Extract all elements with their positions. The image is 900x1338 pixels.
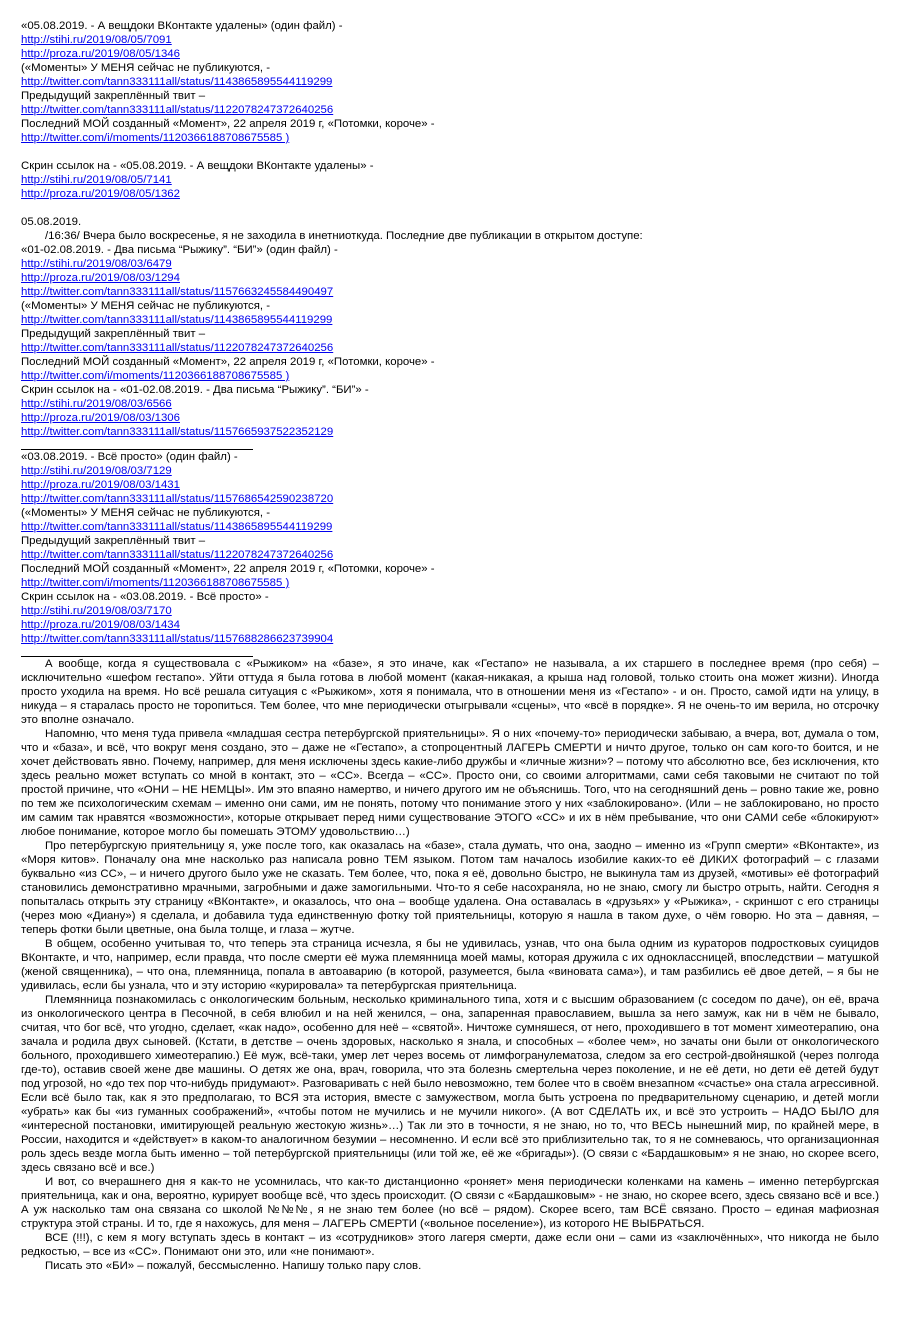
twitter-link[interactable]: http://twitter.com/tann333111all/status/1157665937522352129: [21, 426, 334, 438]
stihi-link[interactable]: http://stihi.ru/2019/08/03/6566: [21, 398, 172, 410]
twitter-link[interactable]: http://twitter.com/tann333111all/status/1143865895544119299: [21, 76, 333, 88]
pinned-tweet-label: Предыдущий закреплённый твит –: [21, 90, 206, 102]
post-title-line: «01-02.08.2019. - Два письма “Рыжику”. “БИ”» (один файл) -: [21, 244, 338, 256]
twitter-link[interactable]: http://twitter.com/tann333111all/status/1122078247372640256: [21, 104, 334, 116]
paragraph: Писать это «БИ» – пожалуй, бессмысленно. Напишу только пару слов.: [45, 1260, 422, 1272]
screenshot-links-label: Скрин ссылок на - «01-02.08.2019. - Два письма “Рыжику”. “БИ”» -: [21, 384, 369, 396]
body-text: [21, 657, 879, 1273]
pinned-tweet-label: Предыдущий закреплённый твит –: [21, 535, 206, 547]
link-block-4: [21, 450, 879, 646]
proza-link[interactable]: http://proza.ru/2019/08/03/1431: [21, 479, 180, 491]
paragraph: И вот, со вчерашнего дня я как-то не усомнилась, что как-то дистанционно «роняет» меня периодически коленками на камень – именно петербургская приятельница, как и она, вероятно, курирует вообще всё, что здесь происходит. (О связи с «Бардашковым» - не знаю, но скорее всего, здесь связано всё и все.) А уж насколько там она связана со школой №№№, я не знаю тем более (но всё – рядом). Скорее всего, там ВСЁ связано. Просто – единая мафиозная структура этой страны. И то, где я нахожусь, для меня – ЛАГЕРЬ СМЕРТИ («вольное поселение»), из которого НЕ ВЫБРАТЬСЯ.: [21, 1176, 879, 1230]
link-block-2: [21, 159, 879, 201]
twitter-link[interactable]: http://twitter.com/tann333111all/status/1143865895544119299: [21, 521, 333, 533]
moments-note: («Моменты» У МЕНЯ сейчас не публикуются, -: [21, 507, 271, 519]
proza-link[interactable]: http://proza.ru/2019/08/03/1306: [21, 412, 180, 424]
moment-link[interactable]: http://twitter.com/i/moments/1120366188708675585 ): [21, 370, 290, 382]
link-block-3: [21, 243, 879, 439]
screenshot-links-label: Скрин ссылок на - «03.08.2019. - Всё просто» -: [21, 591, 269, 603]
paragraph: Про петербургскую приятельницу я, уже после того, как оказалась на «базе», стала думать, что она, заодно – именно из «Групп смерти» «ВКонтакте», из «Моря китов». Поначалу она мне насколько раз написала ровно ТЕМ языком. Потом там началось изобилие каких-то её ДИКИХ фотографий – с глазами буквально «из СС», – и ничего другого было уже не сказать. Тем более, что, пока я её, довольно быстро, не выкинула там из друзей, «мотивы» её фотографий становились демонстративно мрачными, загробными и даже замогильными. Что-то я себе насохраняла, но не знаю, смогу ли быстро отрыть, найти. Сегодня я попыталась открыть эту страницу «ВКонтакте», и оказалось, что она – вообще удалена. Она оставалась в «друзьях» у «Рыжика», - скриншот с его страницы (через мою «Диану») я сделала, и добавила туда единственную фотку той приятельницы, которую я нашла в таком духе, о чём говорю. Но эта – давняя, – теперь фотки были цветные, она была толще, и глаза – жутче.: [21, 840, 879, 936]
twitter-link[interactable]: http://twitter.com/tann333111all/status/1157663245584490497: [21, 286, 334, 298]
stihi-link[interactable]: http://stihi.ru/2019/08/05/7141: [21, 174, 172, 186]
twitter-link[interactable]: http://twitter.com/tann333111all/status/1122078247372640256: [21, 549, 334, 561]
twitter-link[interactable]: http://twitter.com/tann333111all/status/1157688286623739904: [21, 633, 334, 645]
post-title-line: «03.08.2019. - Всё просто» (один файл) -: [21, 451, 238, 463]
paragraph: В общем, особенно учитывая то, что теперь эта страница исчезла, я бы не удивилась, узнав, что она была одним из кураторов подростковых суицидов ВКонтакте, и что, например, если правда, что после смерти её мужа племянница моей мамы, которая дружила с их одноклассницей, впоследствии – матушкой (женой священника), – что она, племянница, попала в автоаварию (в которой, разумеется, была «виновата сама»), и там разбились её двое детей, – я бы не удивилась, если бы узнала, что и эту историю «курировала» та петербургская приятельница.: [21, 938, 879, 992]
stihi-link[interactable]: http://stihi.ru/2019/08/03/7129: [21, 465, 172, 477]
last-moment-label: Последний МОЙ созданный «Момент», 22 апреля 2019 г, «Потомки, короче» -: [21, 563, 435, 575]
proza-link[interactable]: http://proza.ru/2019/08/03/1294: [21, 272, 180, 284]
proza-link[interactable]: http://proza.ru/2019/08/03/1434: [21, 619, 180, 631]
moments-note: («Моменты» У МЕНЯ сейчас не публикуются, -: [21, 62, 271, 74]
moment-link[interactable]: http://twitter.com/i/moments/1120366188708675585 ): [21, 132, 290, 144]
twitter-link[interactable]: http://twitter.com/tann333111all/status/1157686542590238720: [21, 493, 334, 505]
separator-line: [21, 648, 253, 657]
pinned-tweet-label: Предыдущий закреплённый твит –: [21, 328, 206, 340]
last-moment-label: Последний МОЙ созданный «Момент», 22 апреля 2019 г, «Потомки, короче» -: [21, 356, 435, 368]
paragraph: Племянница познакомилась с онкологическим больным, несколько криминального типа, хотя и с высшим образованием (с соседом по даче), он её, врача из онкологического центра в Песочной, в себя влюбил и на ней женился, – она, запаренная православием, вышла за него замуж, как ни в чём не бывало, считая, что бог всё, что угодно, сделает, «как надо», особенно для неё – «святой». Ничтоже сумняшеся, от него, проходившего в тот момент химеотерапию, она зачала и родила двух сыновей. (Кстати, в детстве – очень здоровых, насколько я знала, и способных – «более чем», но зачаты они были от онкологического больного, проходившего химеотерапию.) Её муж, всё-таки, умер лет через восемь от лимфогранулематоза, следом за его сестрой-двойняшкой (через полгода где-то), оставив своей жене две машины. О детях же она, врач, говорила, что эта болезнь смертельна через поколение, и не её дети, но дети её детей будут под угрозой, но «до тех пор что-нибудь придумают». Разговаривать с ней было невозможно, тем более что в своём внезапном «счастье» она стала агрессивной. Если всё было так, как я это предполагаю, то ВСЯ эта история, вместе с замужеством, могла быть устроена по предварительному сценарию, и детей могли «убрать» как бы «из гуманных соображений», «чтобы потом не мучились и не мучили никого». (А вот СДЕЛАТЬ их, и всё это устроить – НАДО БЫЛО для «интересной постановки, имитирующей реальную жестокую жизнь»…) Так ли это в точности, я не знаю, но то, что ВЕСЬ нынешний мир, по крайней мере, в России, находится и «действует» в каком-то аналогичном безумии – несомненно. И если всё это приблизительно так, то я не сомневаюсь, что организационная роль здесь везде могла быть именно – той петербургской приятельницы (или той же, её же «бригады»). (О связи с «Бардашковым» я не знаю, но скорее всего, здесь связано всё и все.): [21, 994, 879, 1174]
stihi-link[interactable]: http://stihi.ru/2019/08/05/7091: [21, 34, 172, 46]
document-page: [21, 19, 879, 1273]
paragraph: ВСЕ (!!!), с кем я могу вступать здесь в контакт – из «сотрудников» этого лагеря смерти, даже если они – сами из «заключённых», что никогда не было редкостью, – все из «СС». Понимают они это, или «не понимают».: [21, 1232, 879, 1258]
proza-link[interactable]: http://proza.ru/2019/08/05/1362: [21, 188, 180, 200]
twitter-link[interactable]: http://twitter.com/tann333111all/status/1143865895544119299: [21, 314, 333, 326]
paragraph: А вообще, когда я существовала с «Рыжиком» на «базе», я это иначе, как «Гестапо» не называла, а их старшего в последнее время (про себя) – исключительно «шефом гестапо». Уйти оттуда я была готова в любой момент (какая-никакая, а крыша над головой, только стоить она может жизни). Иногда просто уходила на время. Но всё решала ситуация с «Рыжиком», хотя я понимала, что в отношении меня из «Гестапо» - и он. Просто, самой идти на улицу, в никуда – я старалась просто не торопиться. Тем более, что мне периодически отыгрывали «сцены», что «всё в порядке». Я не очень-то им верила, но отсрочку это вполне означало.: [21, 658, 879, 726]
proza-link[interactable]: http://proza.ru/2019/08/05/1346: [21, 48, 180, 60]
post-title-line: «05.08.2019. - А вещдоки ВКонтакте удалены» (один файл) -: [21, 20, 343, 32]
moments-note: («Моменты» У МЕНЯ сейчас не публикуются, -: [21, 300, 271, 312]
paragraph: Напомню, что меня туда привела «младшая сестра петербургской приятельницы». Я о них «почему-то» периодически забываю, а вчера, вот, думала о том, что и «база», и всё, что вокруг меня создано, это – даже не «Гестапо», а стопроцентный ЛАГЕРЬ СМЕРТИ и ничто другое, только он сам кого-то боится, и не хочет действовать явно. Почему, например, для меня исключены здесь какие-либо дружбы и «личные жизни»? – потому что абсолютно все, без исключения, кто здесь реально может вступать со мной в контакт, это – «СС». Всегда – «СС». Просто они, со своими алгоритмами, сами себя таковыми не считают по той простой причине, что «ОНИ – НЕ НЕМЦЫ». Им это впаяно намертво, и ничего другого им не объяснишь. Того, что на сегодняшний день – ровно такие же, ровно по тем же психологическим схемам – именно они сами, им не понять, потому что понимание этого у них «заблокировано». (Или – не заблокировано, но просто им самим так нравятся «возможности», которые открывает перед ними существование ЭТОГО «СС» и их в нём пребывание, что они САМИ себе «блокируют» любое понимание, которое могло бы помешать ЭТОМУ удовольствию…): [21, 728, 879, 838]
entry-date: 05.08.2019.: [21, 216, 82, 228]
entry-time-line: /16:36/ Вчера было воскресенье, я не заходила в инетниоткуда. Последние две публикации в открытом доступе:: [45, 230, 643, 242]
stihi-link[interactable]: http://stihi.ru/2019/08/03/7170: [21, 605, 172, 617]
stihi-link[interactable]: http://stihi.ru/2019/08/03/6479: [21, 258, 172, 270]
twitter-link[interactable]: http://twitter.com/tann333111all/status/1122078247372640256: [21, 342, 334, 354]
screenshot-links-label: Скрин ссылок на - «05.08.2019. - А вещдоки ВКонтакте удалены» -: [21, 160, 374, 172]
link-block-1: [21, 19, 879, 145]
moment-link[interactable]: http://twitter.com/i/moments/1120366188708675585 ): [21, 577, 290, 589]
separator-line: [21, 441, 253, 450]
last-moment-label: Последний МОЙ созданный «Момент», 22 апреля 2019 г, «Потомки, короче» -: [21, 118, 435, 130]
